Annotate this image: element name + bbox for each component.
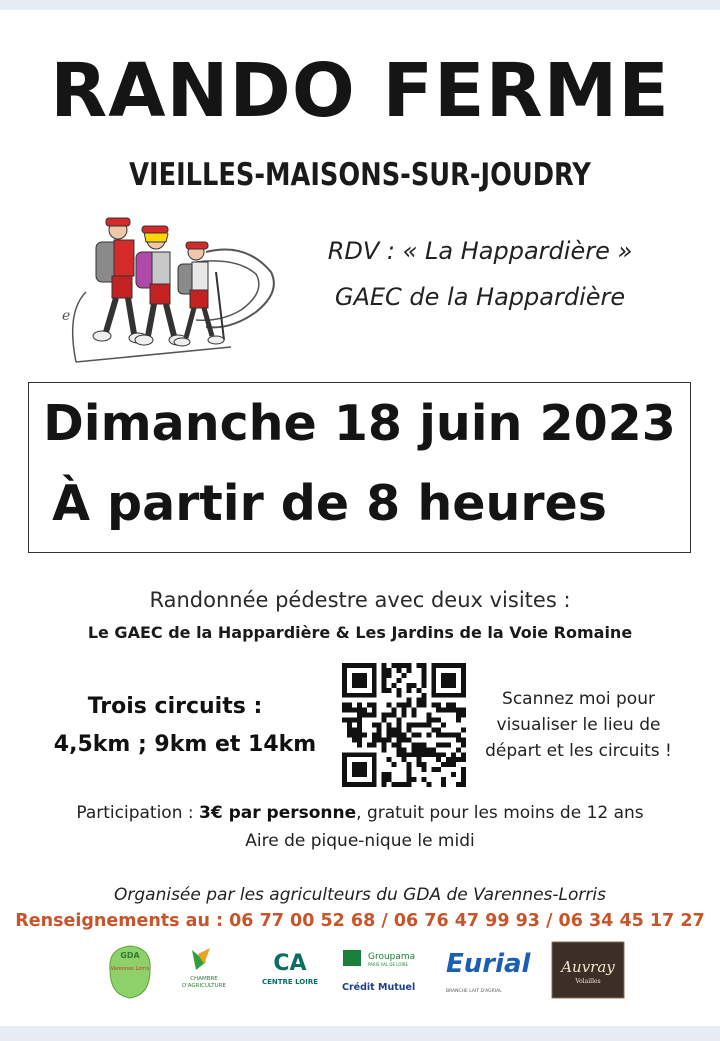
svg-text:BRANCHE LAIT D'AGRIAL: BRANCHE LAIT D'AGRIAL [446, 989, 502, 994]
svg-text:CENTRE LOIRE: CENTRE LOIRE [261, 978, 319, 986]
eurial-logo [446, 949, 532, 994]
contact-phones: Renseignements au : 06 77 00 52 68 / 06 76 47 99 93 / 06 34 45 17 27 [15, 911, 705, 931]
circuits-distances: 4,5km ; 9km et 14km [53, 732, 317, 757]
credit-agricole-logo [262, 951, 318, 986]
svg-text:Groupama: Groupama [368, 952, 416, 962]
qr-caption-line-2: visualiser le lieu de [496, 715, 661, 735]
picnic-area-info: Aire de pique-nique le midi [245, 831, 475, 851]
qr-code[interactable] [342, 663, 466, 787]
participation-price: 3€ par personne [199, 803, 357, 823]
poster-subtitle: VIEILLES-MAISONS-SUR-JOUDRY [129, 157, 591, 193]
event-time: À partir de 8 heures [52, 475, 607, 532]
qr-caption-line-3: départ et les circuits ! [485, 741, 672, 761]
sponsor-logos [100, 940, 640, 1002]
svg-text:GDA: GDA [120, 951, 140, 960]
svg-text:CA: CA [273, 951, 307, 976]
auvray-logo [552, 942, 624, 998]
participation-suffix: , gratuit pour les moins de 12 ans [356, 803, 644, 823]
rdv-location: RDV : « La Happardière » [327, 237, 633, 265]
randonnee-visits: Le GAEC de la Happardière & Les Jardins de la Voie Romaine [87, 623, 633, 642]
svg-text:PARIS VAL DE LOIRE: PARIS VAL DE LOIRE [368, 962, 408, 967]
gda-logo [110, 946, 150, 998]
svg-text:Volailles: Volailles [575, 978, 601, 985]
randonnee-description: Randonnée pédestre avec deux visites : [149, 588, 571, 612]
poster-title: RANDO FERME [50, 48, 670, 134]
circuits-title: Trois circuits : [87, 694, 263, 719]
svg-text:e: e [62, 308, 71, 324]
svg-text:D'AGRICULTURE: D'AGRICULTURE [182, 983, 226, 989]
svg-text:Auvray: Auvray [561, 958, 615, 976]
groupama-logo [342, 950, 415, 993]
participation-prefix: Participation : [76, 803, 200, 823]
chambre-agriculture-logo [182, 948, 226, 989]
hiker-3-figure [174, 242, 224, 346]
qr-caption-line-1: Scannez moi pour [502, 689, 655, 709]
svg-text:Eurial: Eurial [446, 949, 531, 979]
participation-info [0, 803, 720, 823]
svg-text:Varennes Lorris: Varennes Lorris [110, 966, 150, 972]
svg-text:Crédit Mutuel: Crédit Mutuel [342, 982, 416, 993]
event-date: Dimanche 18 juin 2023 [43, 395, 676, 452]
hikers-illustration [56, 212, 288, 370]
rdv-gaec: GAEC de la Happardière [334, 283, 626, 311]
organizer-info: Organisée par les agriculteurs du GDA de Varennes-Lorris [114, 885, 606, 905]
svg-text:CHAMBRE: CHAMBRE [190, 976, 218, 982]
